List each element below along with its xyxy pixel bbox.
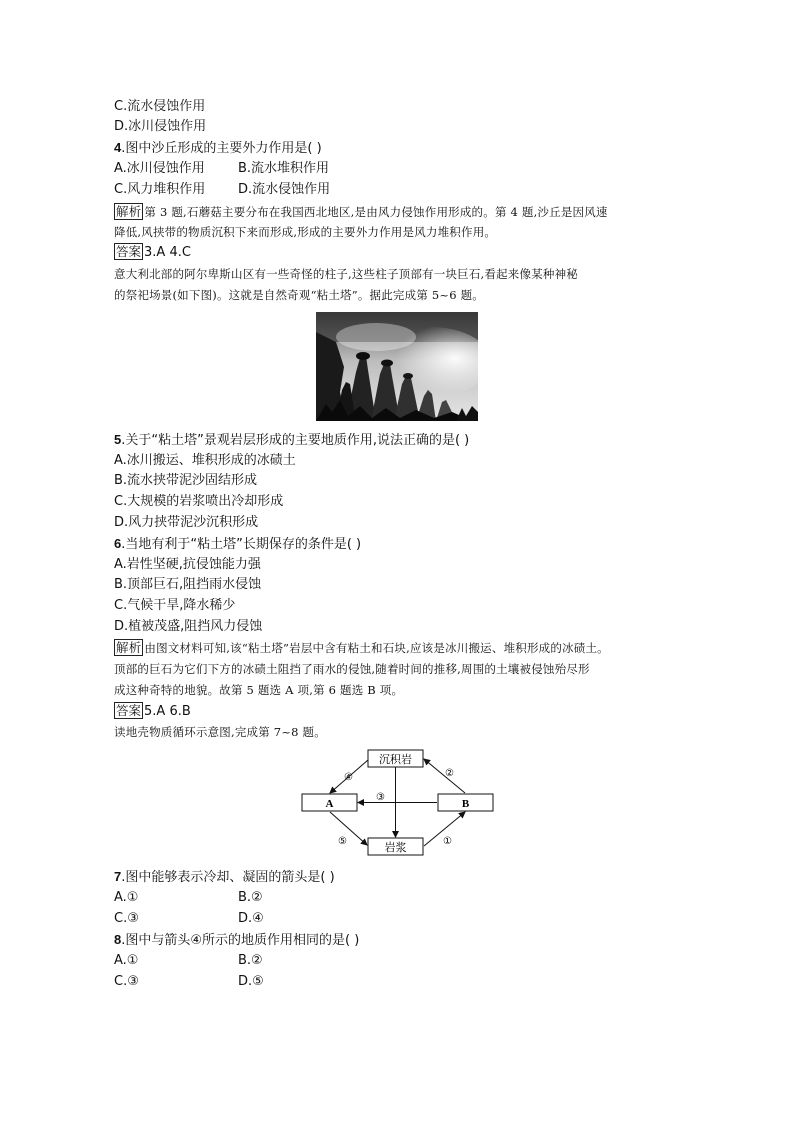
option-b: B.顶部巨石,阻挡雨水侵蚀 — [114, 577, 262, 592]
intro-5-6-line1: 意大利北部的阿尔卑斯山区有一些奇怪的柱子,这些柱子顶部有一块巨石,看起来像某种神秘 — [114, 267, 579, 281]
earth-pyramids-photo — [316, 312, 478, 421]
question-stem: .图中能够表示冷却、凝固的箭头是( ) — [121, 870, 335, 885]
option-c: C.大规模的岩浆喷出冷却形成 — [114, 494, 284, 509]
option-a: A.冰川搬运、堆积形成的冰碛土 — [114, 453, 296, 468]
analysis-2-line3: 成这种奇特的地貌。故第 5 题选 A 项,第 6 题选 B 项。 — [114, 683, 404, 697]
question-stem: .当地有利于“粘土塔”长期保存的条件是( ) — [121, 537, 362, 552]
question-7 — [114, 868, 335, 887]
question-stem: .关于“粘土塔”景观岩层形成的主要地质作用,说法正确的是( ) — [121, 433, 470, 448]
box-a: A — [325, 798, 334, 810]
question-number: 8 — [114, 932, 122, 947]
option-a: A.① — [114, 890, 139, 905]
arrow-4-label: ④ — [344, 772, 353, 783]
magma-box: 岩浆 — [384, 842, 407, 854]
analysis-1-line1 — [114, 203, 608, 221]
option-c: C.气候干旱,降水稀少 — [114, 598, 236, 613]
option-a: A.冰川侵蚀作用 — [114, 161, 205, 176]
option-c: C.③ — [114, 911, 139, 926]
question-number: 4 — [114, 140, 122, 155]
option-c: C.③ — [114, 974, 139, 989]
question-stem: .图中与箭头④所示的地质作用相同的是( ) — [121, 933, 360, 948]
option-d: D.风力挟带泥沙沉积形成 — [114, 515, 259, 530]
question-5 — [114, 431, 469, 450]
q8-options-row2 — [114, 973, 264, 991]
arrow-3-label: ③ — [376, 792, 385, 803]
answer-text: 5.A 6.B — [144, 704, 191, 719]
answer-2 — [114, 702, 191, 721]
answer-tag: 答案 — [116, 244, 142, 259]
analysis-text: 由图文材料可知,该“粘土塔”岩层中含有粘土和石块,应该是冰川搬运、堆积形成的冰碛土。 — [144, 641, 609, 655]
option-c: C.风力堆积作用 — [114, 182, 206, 197]
option-a: A.① — [114, 953, 139, 968]
question-stem: .图中沙丘形成的主要外力作用是( ) — [121, 141, 322, 156]
analysis-2-line2: 顶部的巨石为它们下方的冰碛土阻挡了雨水的侵蚀,随着时间的推移,周围的土壤被侵蚀殆尽形 — [114, 662, 590, 676]
answer-1 — [114, 243, 191, 262]
q4-options-row2 — [114, 181, 331, 199]
analysis-2-line1 — [114, 639, 609, 657]
box-b: B — [461, 798, 470, 810]
question-number: 6 — [114, 536, 122, 551]
q4-options-row1 — [114, 160, 330, 178]
question-8 — [114, 931, 359, 950]
arrow-2-label: ② — [445, 768, 454, 779]
question-4 — [114, 139, 322, 158]
question-6 — [114, 535, 361, 554]
option-d: D.植被茂盛,阻挡风力侵蚀 — [114, 619, 263, 634]
option-d: D.流水侵蚀作用 — [238, 182, 331, 197]
option-b: B.流水挟带泥沙固结形成 — [114, 473, 258, 488]
question-number: 7 — [114, 869, 122, 884]
option-d: D.⑤ — [238, 974, 264, 989]
option-c-q3: C.流水侵蚀作用 — [114, 99, 206, 114]
arrow-1-label: ① — [443, 836, 452, 847]
option-d: D.④ — [238, 911, 264, 926]
q8-options-row1 — [114, 952, 263, 970]
rock-cycle-diagram — [300, 748, 496, 858]
intro-7-8: 读地壳物质循环示意图,完成第 7~8 题。 — [114, 725, 326, 739]
sedimentary-rock-box: 沉积岩 — [379, 754, 412, 766]
analysis-text: 第 3 题,石蘑菇主要分布在我国西北地区,是由风力侵蚀作用形成的。第 4 题,沙丘是因风速 — [144, 205, 608, 219]
option-b: B.② — [238, 890, 263, 905]
question-number: 5 — [114, 432, 122, 447]
answer-text: 3.A 4.C — [144, 245, 191, 260]
option-a: A.岩性坚硬,抗侵蚀能力强 — [114, 557, 261, 572]
option-b: B.② — [238, 953, 263, 968]
answer-tag: 答案 — [116, 703, 142, 718]
q7-options-row2 — [114, 910, 264, 928]
analysis-tag: 解析 — [116, 204, 142, 219]
analysis-tag: 解析 — [116, 640, 142, 655]
option-d-q3: D.冰川侵蚀作用 — [114, 119, 207, 134]
q7-options-row1 — [114, 889, 263, 907]
analysis-1-line2: 降低,风挟带的物质沉积下来而形成,形成的主要外力作用是风力堆积作用。 — [114, 225, 497, 239]
intro-5-6-line2: 的祭祀场景(如下图)。这就是自然奇观“粘土塔”。据此完成第 5~6 题。 — [114, 288, 485, 302]
arrow-5-label: ⑤ — [338, 836, 347, 847]
option-b: B.流水堆积作用 — [238, 161, 330, 176]
